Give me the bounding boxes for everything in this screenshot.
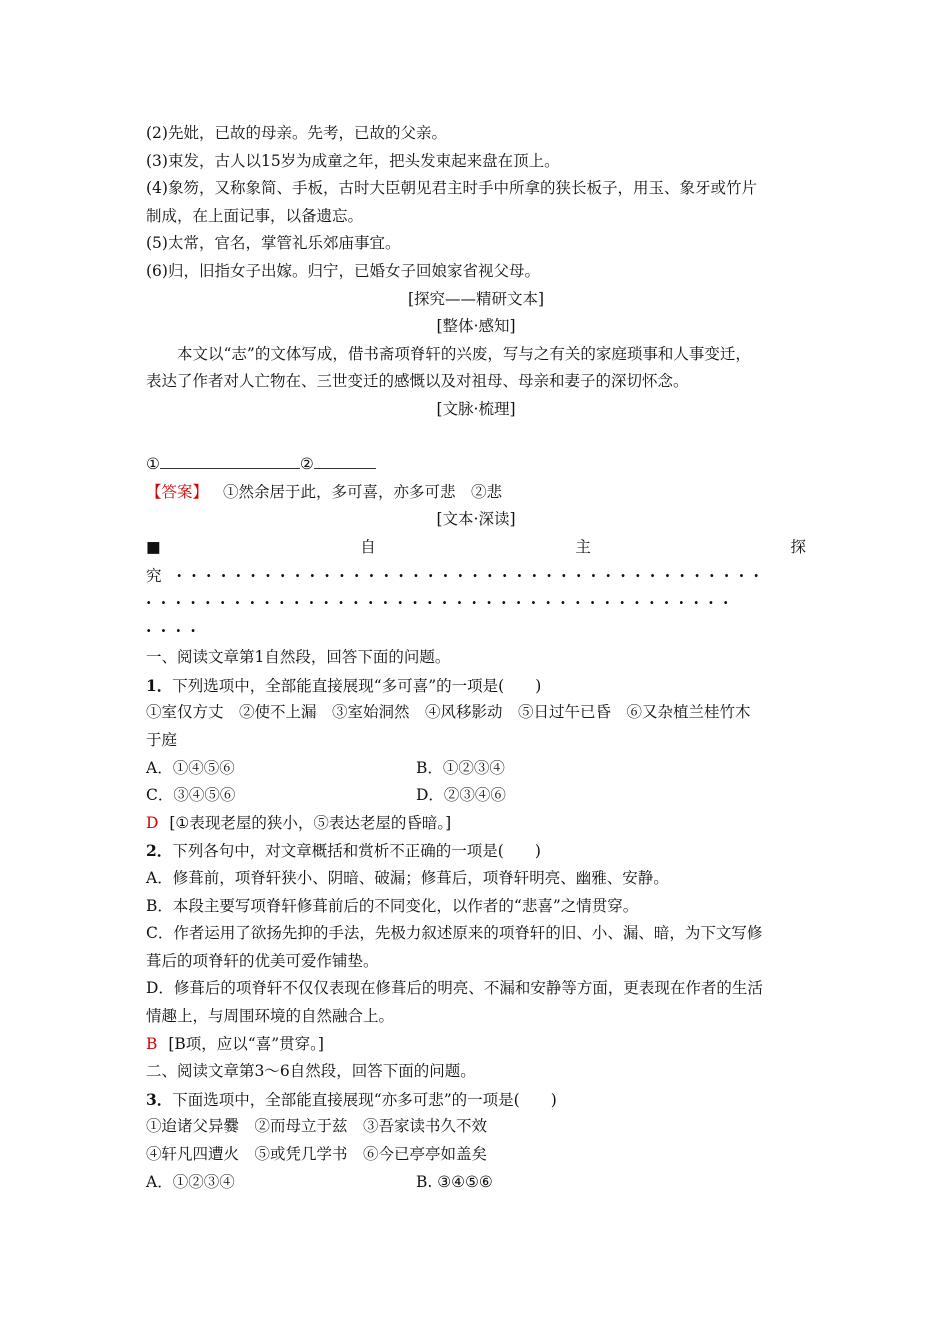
option-c: C．作者运用了欲扬先抑的手法，先极力叙述原来的项脊轩的旧、小、漏、暗，为下文写修: [146, 924, 763, 943]
blank-number-1: ①: [146, 455, 160, 474]
question-2-stem: [146, 837, 806, 865]
note-line: 制成，在上面记事，以备遗忘。: [146, 206, 364, 225]
part1-intro: 一、阅读文章第1自然段，回答下面的问题。: [146, 648, 451, 667]
answer-text: ①然余居于此，多可喜，亦多可悲 ②悲: [222, 482, 502, 501]
question-number: 1．: [146, 675, 173, 695]
answer-letter: B: [146, 1034, 158, 1053]
note-line: (4)象笏，又称象简、手板，古时大臣朝见君主时手中所拿的狭长板子，用玉、象牙或竹片: [146, 179, 757, 198]
answer-label: 【答案】: [146, 482, 209, 501]
overall-heading: [整体·感知]: [436, 317, 516, 336]
option-d: D．②③④⑥: [416, 786, 506, 805]
question-text: 下列选项中，全部能直接展现“多可喜”的一项是( ): [172, 676, 542, 695]
question-1-items: 于庭: [146, 731, 178, 750]
question-number: 2．: [146, 841, 173, 861]
question-text: 下面选项中，全部能直接展现“亦多可悲”的一项是( ): [172, 1090, 557, 1109]
option-b: B．①②③④: [416, 758, 505, 777]
option-c: C．③④⑤⑥: [146, 786, 236, 805]
explore-char: 自: [360, 537, 376, 556]
option-c-cont: 葺后的项脊轩的优美可爱作铺垫。: [146, 951, 379, 970]
document-page: [146, 120, 806, 1196]
question-2-answer: [146, 1031, 806, 1059]
section-heading: [探究——精研文本]: [407, 289, 545, 308]
answer-letter: D: [146, 813, 159, 832]
note-line: (2)先妣，已故的母亲。先考，已故的父亲。: [146, 124, 447, 142]
explore-dots-line: [146, 562, 806, 590]
blank-underline-2: [314, 454, 376, 469]
vein-heading: [文脉·梳理]: [436, 399, 516, 418]
answer-explain: [①表现老屋的狭小，⑤表达老屋的昏暗。]: [169, 813, 452, 832]
explore-char: 主: [575, 537, 591, 556]
option-b: B．本段主要写项脊轩修葺前后的不同变化，以作者的“悲喜”之情贯穿。: [146, 896, 639, 915]
option-b: B. ③④⑤⑥: [416, 1172, 493, 1191]
question-3-options: [146, 1169, 806, 1197]
question-1-stem: [146, 672, 806, 700]
question-1-options: [146, 755, 806, 783]
leader-dots: ····: [146, 620, 206, 640]
question-3-items: ①迨诸父异爨 ②而母立于兹 ③吾家读书久不效: [146, 1117, 488, 1136]
blank-underline-1: [160, 454, 300, 469]
option-a: A．①④⑤⑥: [146, 758, 235, 777]
option-a: A．修葺前，项脊轩狭小、阴暗、破漏；修葺后，项脊轩明亮、幽雅、安静。: [146, 869, 669, 888]
overall-text-line: 表达了作者对人亡物在、三世变迁的感慨以及对祖母、母亲和妻子的深切怀念。: [146, 372, 689, 391]
option-a: A．①②③④: [146, 1172, 235, 1191]
explore-char: 探: [790, 537, 806, 556]
question-1-options: [146, 782, 806, 810]
answer-explain: [B项，应以“喜”贯穿。]: [168, 1034, 324, 1053]
question-1-items: ①室仅方丈 ②使不上漏 ③室始洞然 ④风移影动 ⑤日过午已昏 ⑥又杂植兰桂竹木: [146, 703, 751, 722]
explore-heading: [146, 534, 806, 562]
square-icon: ■: [146, 537, 161, 556]
option-d: D．修葺后的项脊轩不仅仅表现在修葺后的明亮、不漏和安静等方面，更表现在作者的生活: [146, 979, 763, 998]
question-1-answer: [146, 810, 806, 838]
explore-dots-line: [146, 617, 806, 645]
part2-intro: 二、阅读文章第3～6自然段，回答下面的问题。: [146, 1062, 476, 1081]
overall-text-line: 本文以“志”的文体写成，借书斋项脊轩的兴废，写与之有关的家庭琐事和人事变迁，: [177, 344, 751, 363]
note-line: (6)归，旧指女子出嫁。归宁，已婚女子回娘家省视父母。: [146, 261, 540, 280]
fill-blank-line: [146, 451, 806, 479]
question-number: 3．: [146, 1089, 173, 1109]
note-line: (5)太常，官名，掌管礼乐郊庙事宜。: [146, 234, 401, 253]
explore-dots-line: [146, 589, 806, 617]
diagram-gap: [146, 424, 806, 452]
leader-dots: ········································: [176, 565, 769, 585]
deep-heading: [文本·深读]: [436, 510, 516, 529]
explore-char: 究: [146, 566, 162, 585]
question-text: 下列各句中，对文章概括和赏析不正确的一项是( ): [172, 842, 541, 861]
answer-line: [146, 479, 806, 507]
leader-dots: ········································: [146, 593, 738, 613]
option-d-cont: 情趣上，与周围环境的自然融合上。: [146, 1007, 395, 1025]
blank-number-2: ②: [299, 455, 314, 474]
question-3-stem: [146, 1086, 806, 1114]
question-3-items: ④轩凡四遭火 ⑤或凭几学书 ⑥今已亭亭如盖矣: [146, 1144, 488, 1163]
note-line: (3)束发，古人以15岁为成童之年，把头发束起来盘在顶上。: [146, 151, 560, 170]
